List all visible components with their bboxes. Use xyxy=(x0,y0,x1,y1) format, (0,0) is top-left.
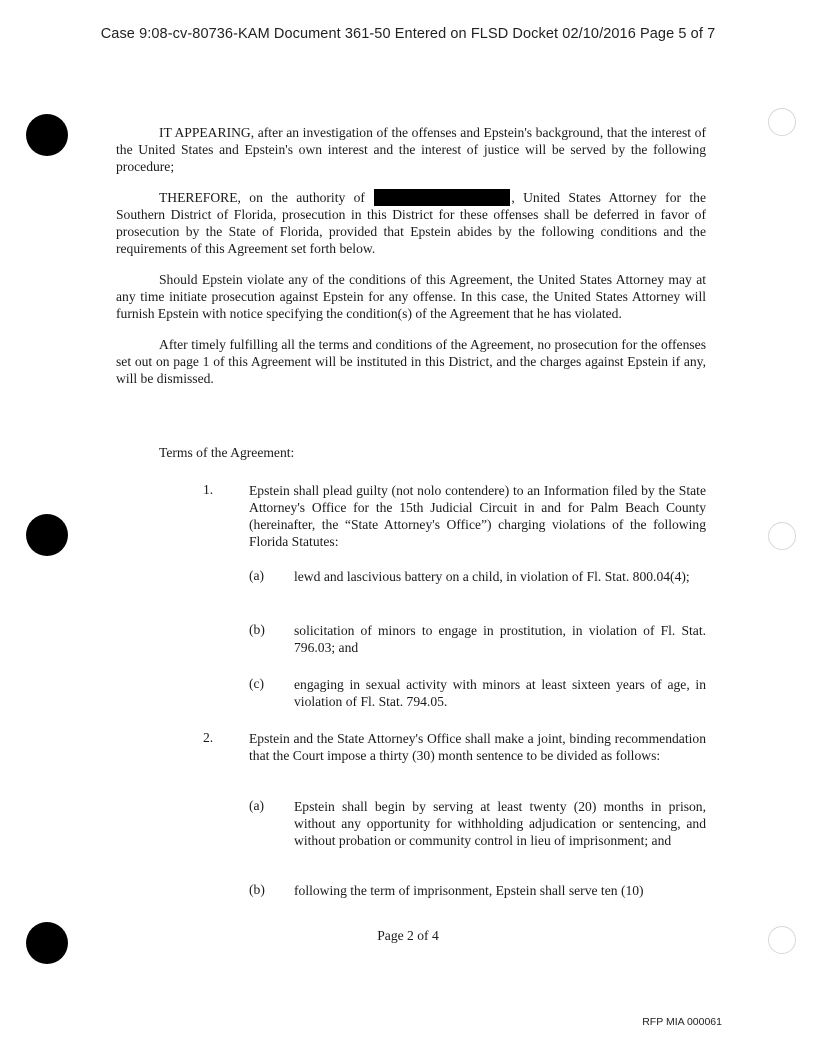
paragraph-it-appearing: IT APPEARING, after an investigation of the offenses and Epstein's background, that the interest of the United States and Epstein's own interest and the interest of justice will be served by the following procedure; xyxy=(116,125,706,174)
terms-heading: Terms of the Agreement: xyxy=(159,445,295,460)
punch-hole-middle xyxy=(26,514,68,556)
term-1c-text: engaging in sexual activity with minors at least sixteen years of age, in violation of Fl. Stat. 794.05. xyxy=(294,677,706,709)
redaction-block xyxy=(374,189,510,206)
therefore-text-end: , United States Attorney for the Southern District of Florida, prosecution in this District for these offenses shall be deferred in favor of prosecution by the State of Florida, provided that Epstein abides by the following conditions and the requirements of this Agreement set forth below. xyxy=(116,190,706,256)
term-1a-text: lewd and lascivious battery on a child, in violation of Fl. Stat. 800.04(4); xyxy=(294,569,690,584)
paragraph-fulfilling: After timely fulfilling all the terms and conditions of the Agreement, no prosecution for the offenses set out on page 1 of this Agreement will be instituted in this District, and the charges against Epstein if any, will be dismissed. xyxy=(116,337,706,386)
document-body xyxy=(116,124,706,387)
term-1-text: Epstein shall plead guilty (not nolo contendere) to an Information filed by the State Attorney's Office for the 15th Judicial Circuit in and for Palm Beach County (hereinafter, the “State Attorney's Office”) charging violations of the following Florida Statutes: xyxy=(249,483,706,549)
term-2-text: Epstein and the State Attorney's Office shall make a joint, binding recommendation that the Court impose a thirty (30) month sentence to be divided as follows: xyxy=(249,731,706,763)
term-1b-label: (b) xyxy=(249,622,265,637)
ghost-hole-middle xyxy=(768,522,796,550)
ghost-hole-top xyxy=(768,108,796,136)
punch-hole-top xyxy=(26,114,68,156)
paragraph-violation: Should Epstein violate any of the conditions of this Agreement, the United States Attorney may at any time initiate prosecution against Epstein for any offense. In this case, the United States Attorney will furnish Epstein with notice specifying the condition(s) of the Agreement that he has violated. xyxy=(116,272,706,321)
term-1-number: 1. xyxy=(203,482,214,497)
term-1c-label: (c) xyxy=(249,676,265,691)
term-2b-label: (b) xyxy=(249,882,265,897)
term-2-number: 2. xyxy=(203,730,214,745)
page-number: Page 2 of 4 xyxy=(377,928,439,943)
term-1b-text: solicitation of minors to engage in prostitution, in violation of Fl. Stat. 796.03; and xyxy=(294,623,706,655)
term-2a-label: (a) xyxy=(249,798,265,813)
paragraph-therefore xyxy=(116,189,706,257)
term-2b-text: following the term of imprisonment, Epstein shall serve ten (10) xyxy=(294,883,644,898)
term-1a-label: (a) xyxy=(249,568,265,583)
case-header: Case 9:08-cv-80736-KAM Document 361-50 Entered on FLSD Docket 02/10/2016 Page 5 of 7 xyxy=(100,26,716,42)
term-2a-text: Epstein shall begin by serving at least twenty (20) months in prison, without any opportunity for withholding adjudication or sentencing, and without probation or community control in lieu of imprisonment; and xyxy=(294,799,706,848)
therefore-text-start: THEREFORE, on the authority of xyxy=(159,190,365,205)
bates-number: RFP MIA 000061 xyxy=(642,1016,722,1028)
